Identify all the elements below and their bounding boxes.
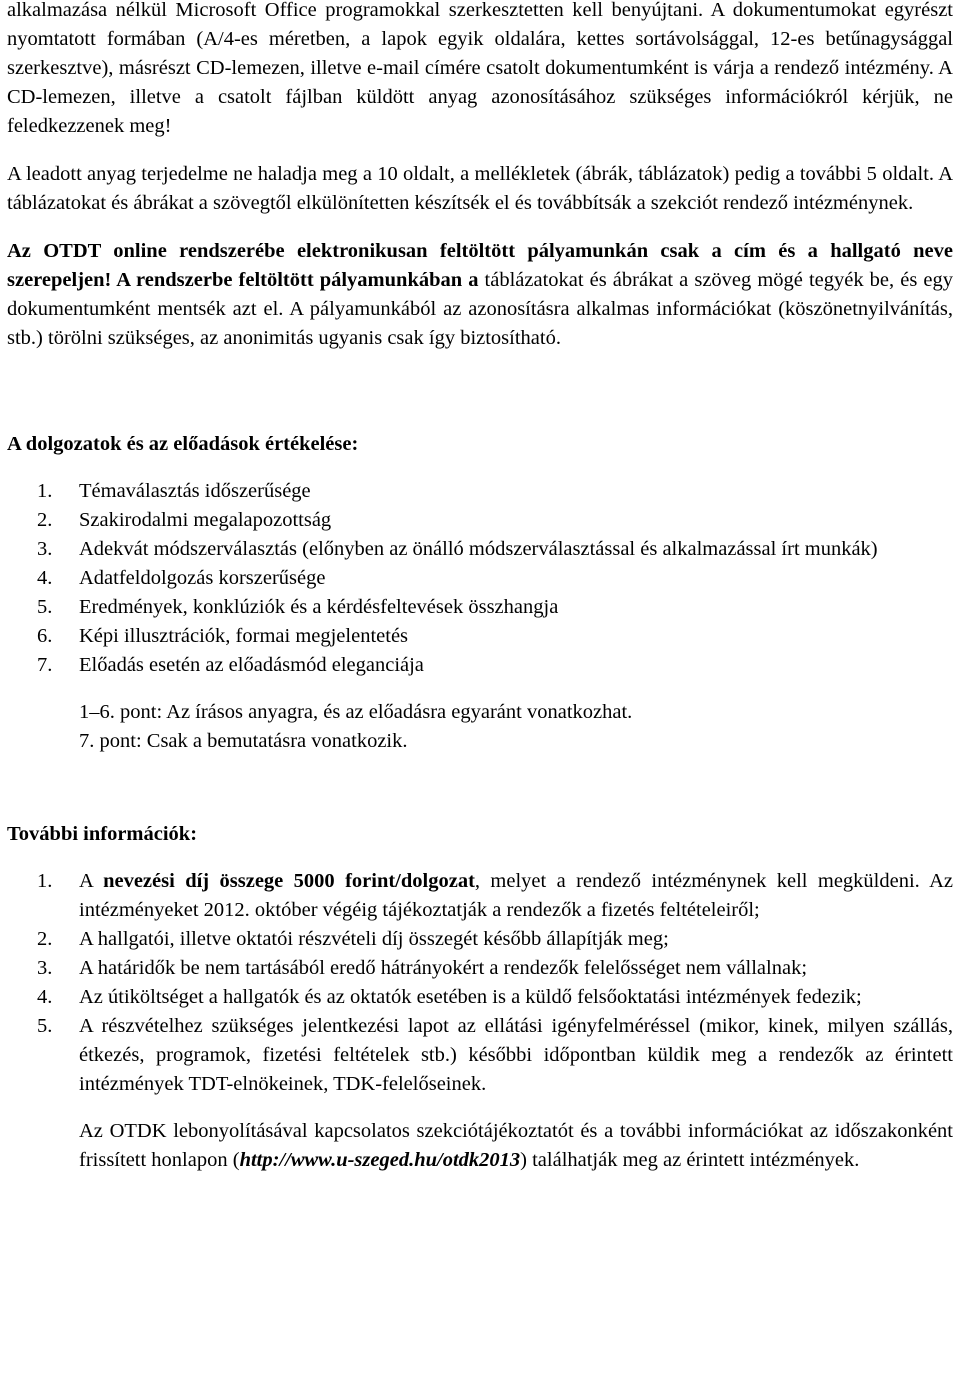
item-text: A <box>79 870 104 892</box>
evaluation-note-1: 1–6. pont: Az írásos anyagra, és az előadásra egyaránt vonatkozhat. <box>79 701 633 723</box>
item-text: Képi illusztrációk, formai megjelentetés <box>79 625 409 647</box>
item-text: A részvételhez szükséges jelentkezési lapot az ellátási igényfelméréssel (mikor, kinek, milyen szállás, étkezés, programok, fizetési feltételek stb.) későbbi időpontban küldik meg a rendezők az érintett intézmények TDT-elnökeinek, TDK-felelőseinek. <box>79 1015 953 1095</box>
item-number: 1. <box>37 480 53 502</box>
item-number: 4. <box>37 567 53 589</box>
evaluation-item <box>7 564 953 593</box>
item-number: 2. <box>37 509 53 531</box>
intro-paragraph-3-rest: táblázatokat és ábrákat a szöveg mögé tegyék be, és egy dokumentumként mentsék azt el. A pályamunkából az azonosításra alkalmas információkat (köszönetnyilvánítás, stb.) törölni szükséges, az anonimitás ugyanis csak így biztosítható. <box>7 269 953 349</box>
info-list <box>7 867 953 1099</box>
item-number: 5. <box>37 1015 53 1037</box>
item-text: A hallgatói, illetve oktatói részvételi díj összegét később állapítják meg; <box>79 928 669 950</box>
item-number: 5. <box>37 596 53 618</box>
closing-paragraph <box>7 1117 953 1175</box>
evaluation-item <box>7 535 953 564</box>
info-item <box>7 954 953 983</box>
item-text: , melyet a rendező intézménynek kell megküldeni. Az intézményeket 2012. október végéig tájékoztatják a rendezők a fizetés feltételeiről; <box>79 870 953 921</box>
evaluation-list <box>7 477 953 680</box>
item-number: 1. <box>37 870 53 892</box>
closing-text: Az OTDK lebonyolításával kapcsolatos szekciótájékoztatót és a további információkat az időszakonként frissített honlapon ( <box>79 1120 953 1171</box>
intro-paragraph-2: A leadott anyag terjedelme ne haladja meg a 10 oldalt, a mellékletek (ábrák, táblázatok) pedig a további 5 oldalt. A táblázatokat és ábrákat a szövegtől elkülönítetten készítsék el és továbbítsák a szekciót rendező intézménynek. <box>7 163 953 214</box>
evaluation-item <box>7 651 953 680</box>
info-item <box>7 1012 953 1099</box>
intro-paragraph-1: alkalmazása nélkül Microsoft Office programokkal szerkesztetten kell benyújtani. A dokumentumokat egyrészt nyomtatott formában (A/4-es méretben, a lapok egyik oldalára, kettes sortávolsággal, 12-es betűnagysággal szerkesztve), másrészt CD-lemezen, illetve e-mail címére csatolt dokumentumként is várja a rendező intézmény. A CD-lemezen, illetve a csatolt fájlban küldött anyag azonosításához szükséges információkról kérjük, ne feledkezzenek meg! <box>7 0 953 137</box>
evaluation-item <box>7 622 953 651</box>
intro-paragraph-3 <box>7 237 953 353</box>
item-text: Előadás esetén az előadásmód eleganciája <box>79 654 424 676</box>
intro-paragraph-3-bold: Az OTDT online rendszerébe elektronikusan feltöltött pályamunkán csak a cím és a hallgató neve szerepeljen! A rendszerbe feltöltött pályamunkában a <box>7 240 953 291</box>
evaluation-item <box>7 593 953 622</box>
info-item <box>7 925 953 954</box>
item-number: 4. <box>37 986 53 1008</box>
item-number: 2. <box>37 928 53 950</box>
item-text: A határidők be nem tartásából eredő hátrányokért a rendezők felelősséget nem vállalnak; <box>79 957 808 979</box>
website-link[interactable]: http://www.u-szeged.hu/otdk2013 <box>239 1149 521 1171</box>
item-number: 3. <box>37 957 53 979</box>
closing-text: ) találhatják meg az érintett intézmények. <box>520 1149 860 1171</box>
evaluation-heading: A dolgozatok és az előadások értékelése: <box>7 433 359 455</box>
item-text-bold: nevezési díj összege 5000 forint/dolgozat <box>103 870 475 892</box>
item-text: Témaválasztás időszerűsége <box>79 480 311 502</box>
evaluation-item <box>7 506 953 535</box>
info-heading: További információk: <box>7 823 198 845</box>
item-text: Eredmények, konklúziók és a kérdésfeltevések összhangja <box>79 596 559 618</box>
evaluation-note-2: 7. pont: Csak a bemutatásra vonatkozik. <box>79 730 408 752</box>
info-item <box>7 867 953 925</box>
item-text: Adekvát módszerválasztás (előnyben az önálló módszerválasztással és alkalmazással írt munkák) <box>79 538 878 560</box>
item-number: 3. <box>37 538 53 560</box>
item-text: Az útiköltséget a hallgatók és az oktatók esetében is a küldő felsőoktatási intézmények fedezik; <box>79 986 862 1008</box>
evaluation-item <box>7 477 953 506</box>
item-number: 6. <box>37 625 53 647</box>
item-text: Szakirodalmi megalapozottság <box>79 509 332 531</box>
item-text: Adatfeldolgozás korszerűsége <box>79 567 326 589</box>
info-item <box>7 983 953 1012</box>
item-number: 7. <box>37 654 53 676</box>
